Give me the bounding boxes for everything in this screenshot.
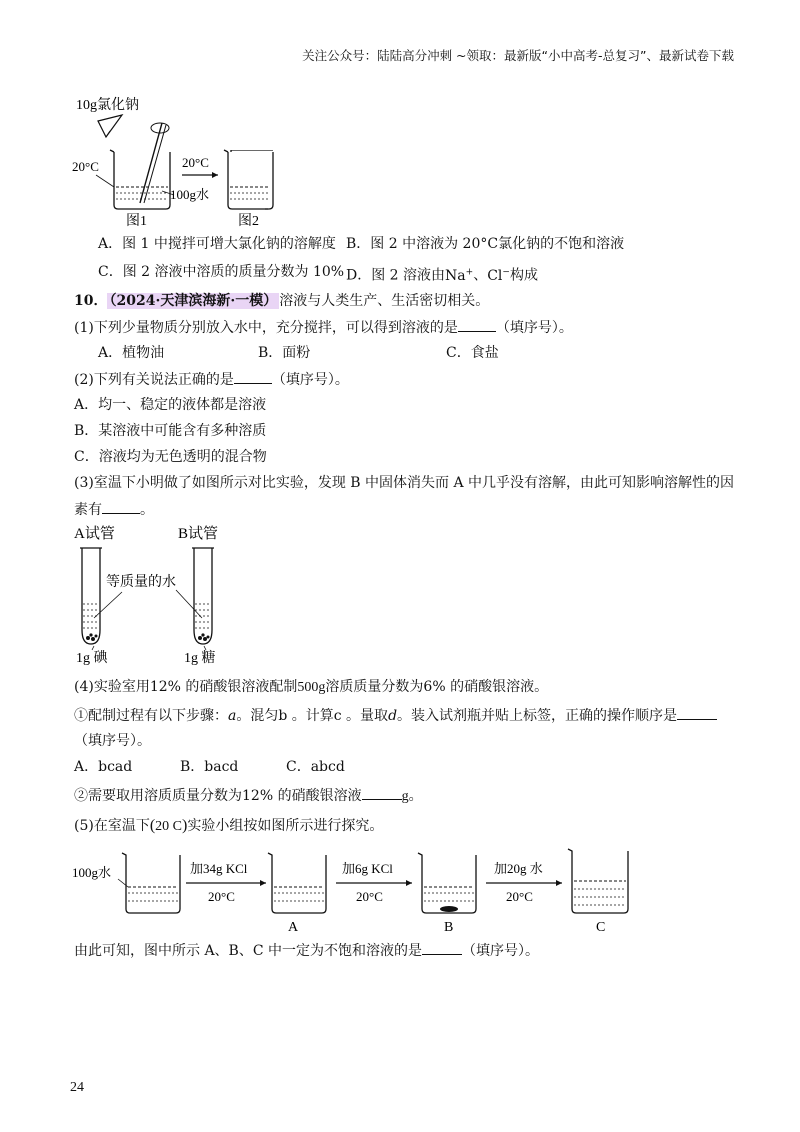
beaker-b-label: B [444,920,454,935]
page-header: 关注公众号：陆陆高分冲刺 ~领取：最新版“小中高考-总复习”、最新试卷下载 [302,48,734,63]
beaker-b [418,853,476,913]
q10-part4-option-b: B．bacd [180,759,239,775]
glass-rod [140,123,162,203]
sugar-label: 1g 糖 [184,651,216,666]
iodine-label: 1g 碘 [76,651,108,666]
beaker-c-label: C [596,920,606,935]
q10-part2-option-b: B．某溶液中可能含有多种溶质 [74,423,267,439]
q10-part4-mass: ②需要取用溶质质量分数为12% 的硝酸银溶液 g。 [74,785,423,807]
equal-water-label: 等质量的水 [106,575,176,590]
beaker-initial [122,853,180,913]
tube-b-label: B试管 [178,526,219,542]
beaker-2-right [225,150,275,215]
q10-part4-steps-line2: （填序号）。 [74,733,151,749]
fig1-caption-2: 图2 [238,214,259,229]
q10-part4-option-c: C．abcd [286,759,345,775]
q10-part1-option-a: A．植物油 [98,345,165,361]
option-d: D．图 2 溶液由Na+、Cl−构成 [346,267,538,284]
test-tube-b [192,548,214,644]
beaker-a [268,853,326,913]
step-2-temp: 20°C [356,889,383,904]
fig1-caption-1: 图1 [126,214,147,229]
step-1-label: 加34g KCl [190,861,248,876]
step-3-temp: 20°C [506,889,533,904]
sodium-ion: Na+ [445,267,474,284]
question-source-badge: （2024·天津滨海新·一模） [109,293,278,309]
option-a: A．图 1 中搅拌可增大氯化钠的溶解度 [98,236,336,252]
beaker-a-label: A [288,920,299,935]
q10-part4: (4)实验室用12% 的硝酸银溶液配制500g溶质质量分数为6% 的硝酸银溶液。 [74,679,549,695]
page-number: 24 [70,1080,84,1095]
q10-part4-steps: ①配制过程有以下步骤：a。混匀b 。计算c 。量取d。装入试剂瓶并贴上标签，正确的操作顺序是 [74,705,717,726]
undissolved-solid [440,906,458,912]
chloride-ion: Cl− [487,267,510,284]
test-tube-a [80,548,102,644]
q10-part2-option-c: C．溶液均为无色透明的混合物 [74,449,267,465]
tube-a-label: A试管 [74,526,115,542]
fig1-water-label: 100g水 [170,187,210,202]
q10-part1: (1)下列少量物质分别放入水中，充分搅拌，可以得到溶液的是 （填序号）。 [74,317,573,338]
q10-part5-conclusion: 由此可知，图中所示 A、B、C 中一定为不饱和溶液的是 （填序号）。 [74,940,539,961]
fig1-top-label: 10g氯化钠 [76,98,139,113]
step-3-label: 加20g 水 [494,861,543,876]
question-10-title: 10． （2024·天津滨海新·一模） 溶液与人类生产、生活密切相关。 [74,293,490,309]
q10-part1-option-c: C．食盐 [446,345,499,361]
test-tube-figure [72,522,242,668]
fig1-temp-left: 20°C [72,159,99,174]
option-c: C．图 2 溶液中溶质的质量分数为 10% [98,264,345,280]
q10-part4-option-a: A．bcad [74,759,133,775]
kcl-experiment-figure [70,843,640,935]
q10-part3-line1: (3)室温下小明做了如图所示对比实验，发现 B 中固体消失而 A 中几乎没有溶解，由此可知影响溶解性的因 [74,475,735,491]
step-1-temp: 20°C [208,889,235,904]
q10-part2-option-a: A．均一、稳定的液体都是溶液 [74,397,267,413]
beaker-1 [114,152,170,209]
q10-part3-line2: 素有 。 [74,499,154,520]
q10-part1-option-b: B．面粉 [258,345,311,361]
q10-part2: (2)下列有关说法正确的是 （填序号）。 [74,369,349,390]
step-2-label: 加6g KCl [342,861,393,876]
option-b: B．图 2 中溶液为 20°C氯化钠的不饱和溶液 [346,236,625,252]
q10-part5: (5)在室温下(20 C)实验小组按如图所示进行探究。 [74,817,384,834]
sample-paper-icon [98,115,122,137]
fig1-arrow-temp: 20°C [182,155,209,170]
kcl-water-label: 100g水 [72,865,112,880]
